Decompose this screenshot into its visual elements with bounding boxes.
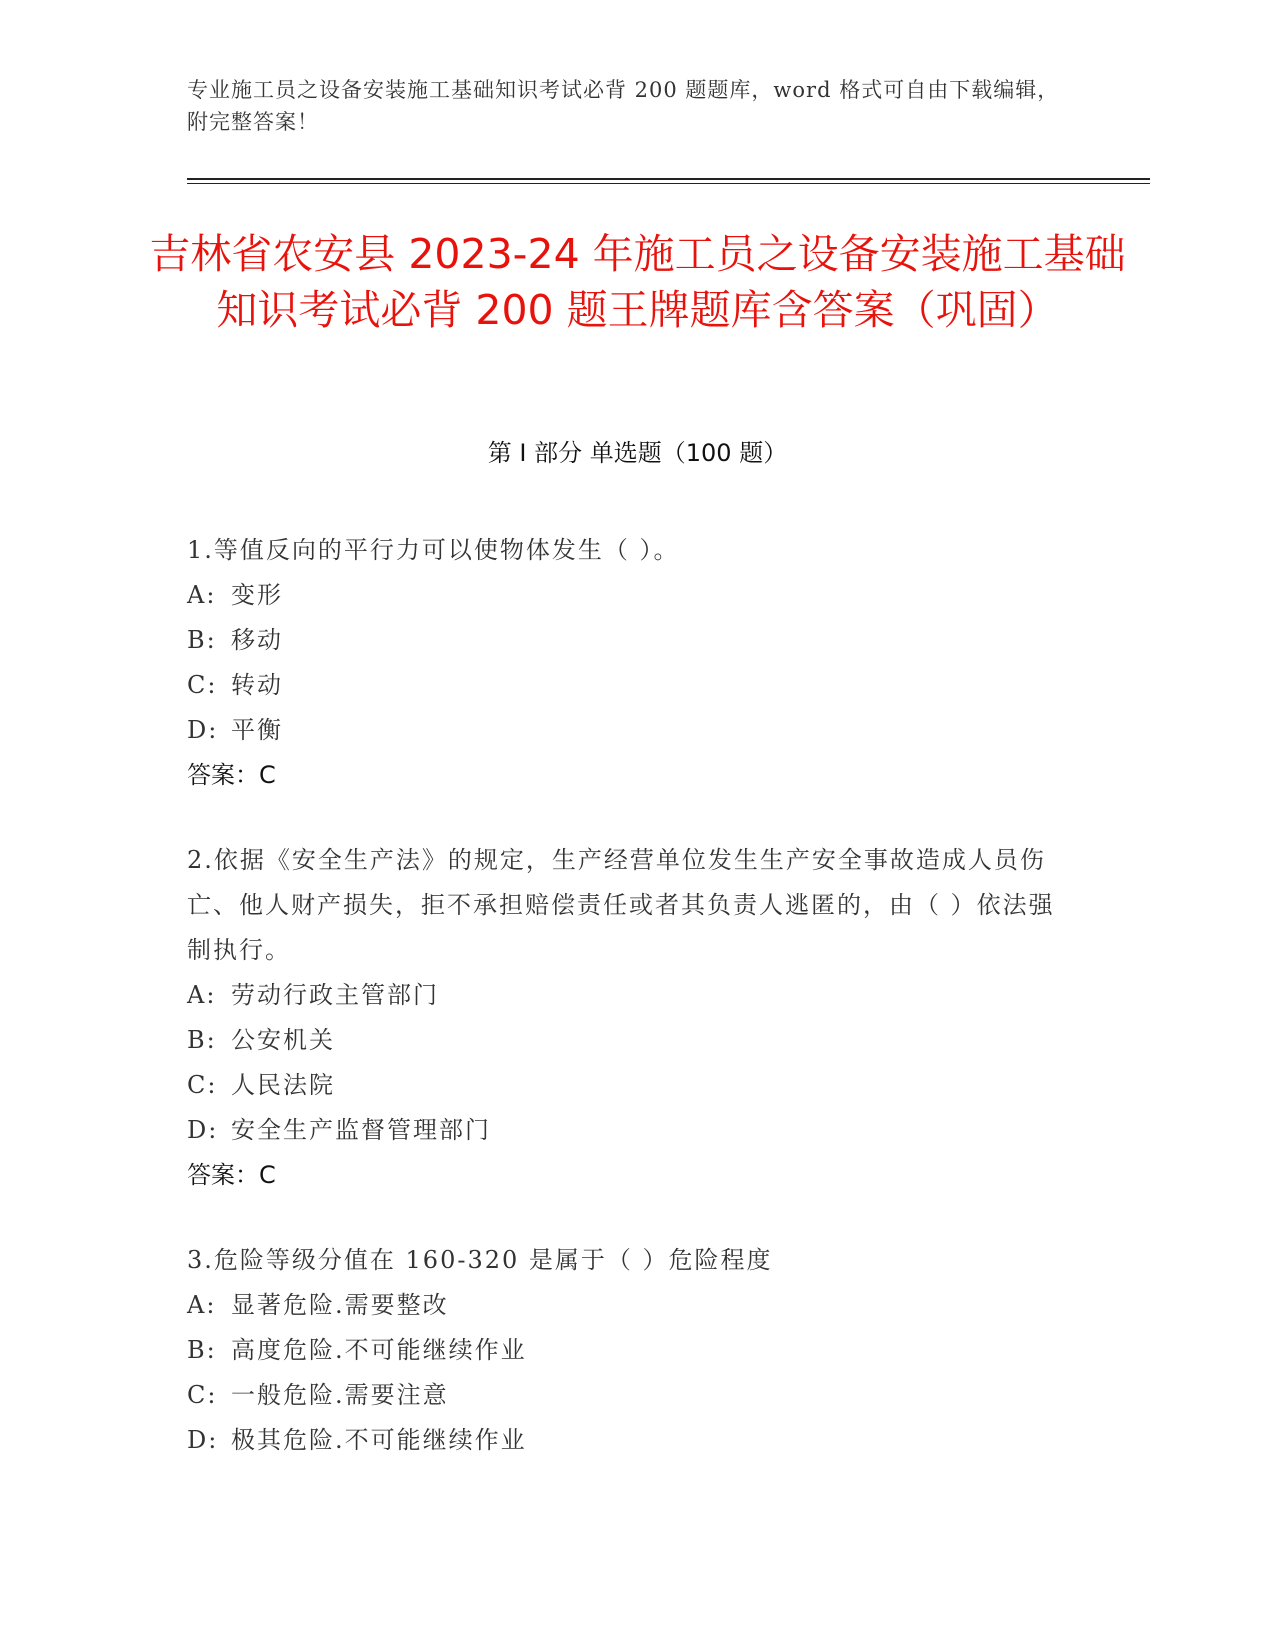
option-a bbox=[187, 1283, 1067, 1328]
option-text: 人民法院 bbox=[231, 1071, 335, 1099]
option-c bbox=[187, 663, 1067, 708]
option-text: 平衡 bbox=[231, 716, 283, 744]
question-text: 3.危险等级分值在 160-320 是属于（ ）危险程度 bbox=[187, 1246, 773, 1274]
option-key: A: bbox=[187, 581, 217, 609]
option-key: B: bbox=[187, 626, 217, 654]
option-key: A: bbox=[187, 981, 217, 1009]
document-title: 吉林省农安县 2023-24 年施工员之设备安装施工基础知识考试必背 200 题王牌题库含答案（巩固） bbox=[149, 230, 1126, 334]
question-list bbox=[187, 528, 1067, 1503]
option-d bbox=[187, 1108, 1067, 1153]
question-2 bbox=[187, 838, 1067, 1198]
answer-line: 答案：C bbox=[187, 761, 276, 789]
option-text: 劳动行政主管部门 bbox=[231, 981, 439, 1009]
option-key: B: bbox=[187, 1336, 217, 1364]
option-key: A: bbox=[187, 1291, 217, 1319]
header-divider-thick bbox=[187, 178, 1150, 180]
option-key: B: bbox=[187, 1026, 217, 1054]
option-b bbox=[187, 618, 1067, 663]
question-text: 2.依据《安全生产法》的规定，生产经营单位发生生产安全事故造成人员伤亡、他人财产损失，拒不承担赔偿责任或者其负责人逃匿的，由（ ）依法强制执行。 bbox=[187, 846, 1055, 964]
option-text: 高度危险.不可能继续作业 bbox=[231, 1336, 527, 1364]
question-1 bbox=[187, 528, 1067, 798]
option-a bbox=[187, 573, 1067, 618]
option-key: C: bbox=[187, 1071, 218, 1099]
option-d bbox=[187, 708, 1067, 753]
option-a bbox=[187, 973, 1067, 1018]
option-b bbox=[187, 1328, 1067, 1373]
option-text: 变形 bbox=[231, 581, 283, 609]
option-key: D: bbox=[187, 1426, 219, 1454]
header-note: 专业施工员之设备安装施工基础知识考试必背 200 题题库，word 格式可自由下载编辑，附完整答案！ bbox=[187, 78, 1060, 134]
option-text: 显著危险.需要整改 bbox=[231, 1291, 449, 1319]
option-text: 一般危险.需要注意 bbox=[231, 1381, 449, 1409]
option-text: 安全生产监督管理部门 bbox=[231, 1116, 491, 1144]
option-b bbox=[187, 1018, 1067, 1063]
question-text: 1.等值反向的平行力可以使物体发生（ ）。 bbox=[187, 536, 680, 564]
section-title: 第 I 部分 单选题（100 题） bbox=[487, 439, 788, 467]
option-key: D: bbox=[187, 716, 219, 744]
option-d bbox=[187, 1418, 1067, 1463]
option-key: C: bbox=[187, 1381, 218, 1409]
question-3 bbox=[187, 1238, 1067, 1463]
option-text: 移动 bbox=[231, 626, 283, 654]
option-text: 转动 bbox=[231, 671, 283, 699]
option-c bbox=[187, 1373, 1067, 1418]
option-text: 公安机关 bbox=[231, 1026, 335, 1054]
answer-line: 答案：C bbox=[187, 1161, 276, 1189]
option-text: 极其危险.不可能继续作业 bbox=[231, 1426, 527, 1454]
option-key: D: bbox=[187, 1116, 219, 1144]
header-divider-thin bbox=[187, 183, 1150, 184]
option-c bbox=[187, 1063, 1067, 1108]
option-key: C: bbox=[187, 671, 218, 699]
